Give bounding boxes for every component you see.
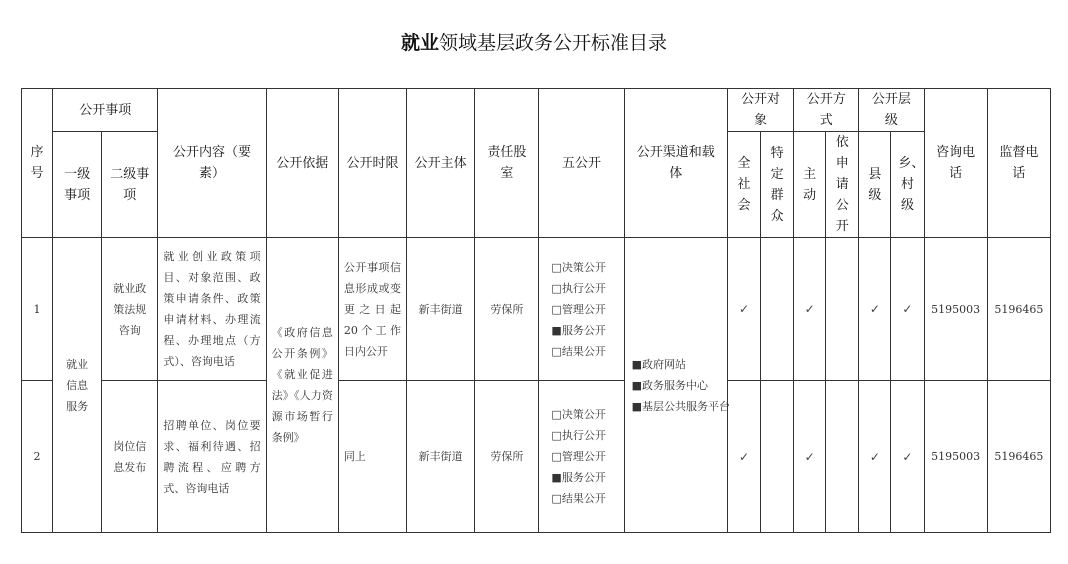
cell-time: 同上	[338, 381, 406, 533]
header-object-specific: 特定群众	[761, 132, 794, 238]
check-level-town: ✓	[891, 381, 924, 533]
cell-level2: 就业政策法规咨询	[102, 238, 158, 381]
header-dept: 责任股室	[475, 89, 539, 238]
header-subject: 公开主体	[407, 89, 475, 238]
header-content: 公开内容（要素）	[158, 89, 266, 238]
cell-consult: 5195003	[924, 238, 987, 381]
five-item: □执行公开	[551, 429, 606, 442]
catalog-table	[21, 88, 1051, 533]
header-level: 公开层级	[859, 89, 924, 132]
header-seq: 序号	[22, 89, 53, 238]
cell-seq: 1	[22, 238, 53, 381]
check-level-county: ✓	[859, 381, 891, 533]
cell-time: 公开事项信息形成或变更之日起20个工作日内公开	[338, 238, 406, 381]
five-item: □管理公开	[551, 450, 606, 463]
title-bold-part: 就业	[400, 32, 439, 54]
check-method-active: ✓	[794, 381, 826, 533]
header-level-town: 乡、村级	[891, 132, 924, 238]
header-level-county: 县级	[859, 132, 891, 238]
cell-seq: 2	[22, 381, 53, 533]
channel-item: ■基层公共服务平台	[631, 399, 731, 413]
five-item: □决策公开	[551, 260, 606, 274]
check-level-town: ✓	[891, 238, 924, 381]
check-object-all: ✓	[727, 238, 760, 381]
page-title	[0, 28, 1068, 55]
header-basis: 公开依据	[266, 89, 338, 238]
table-row	[22, 238, 1051, 381]
check-object-all: ✓	[727, 381, 760, 533]
header-consult: 咨询电话	[924, 89, 987, 238]
five-item: □结果公开	[551, 344, 606, 358]
cell-supervise: 5196465	[987, 381, 1050, 533]
table-row	[22, 381, 1051, 533]
header-time: 公开时限	[338, 89, 406, 238]
cell-level1: 就业信息服务	[53, 238, 102, 533]
check-object-specific	[761, 238, 794, 381]
header-method: 公开方式	[794, 89, 859, 132]
five-item: ■服务公开	[551, 471, 606, 484]
cell-content: 就业创业政策项目、对象范围、政策申请条件、政策申请材料、办理流程、办理地点（方式）、咨询电话	[158, 238, 266, 381]
cell-supervise: 5196465	[987, 238, 1050, 381]
cell-five	[539, 238, 624, 381]
channel-item: ■政务服务中心	[631, 378, 709, 392]
five-item: □执行公开	[551, 281, 606, 295]
header-channel: 公开渠道和载体	[624, 89, 727, 238]
five-item: □决策公开	[551, 408, 606, 421]
cell-channel	[624, 238, 731, 533]
cell-consult: 5195003	[924, 381, 987, 533]
cell-dept: 劳保所	[475, 238, 539, 381]
channel-item: ■政府网站	[631, 357, 687, 371]
header-supervise: 监督电话	[987, 89, 1050, 238]
cell-level2: 岗位信息发布	[102, 381, 158, 533]
five-item: □结果公开	[551, 492, 606, 505]
header-object-all: 全社会	[727, 132, 760, 238]
five-item: □管理公开	[551, 302, 606, 316]
check-method-active: ✓	[794, 238, 826, 381]
header-method-active: 主动	[794, 132, 826, 238]
check-method-apply	[826, 238, 859, 381]
cell-five	[539, 381, 624, 533]
cell-subject: 新丰街道	[407, 238, 475, 381]
header-level2: 二级事项	[102, 132, 158, 238]
cell-subject: 新丰街道	[407, 381, 475, 533]
check-method-apply	[826, 381, 859, 533]
cell-dept: 劳保所	[475, 381, 539, 533]
header-items: 公开事项	[53, 89, 158, 132]
title-rest-part: 领域基层政务公开标准目录	[439, 32, 668, 54]
header-object: 公开对象	[727, 89, 793, 132]
cell-content: 招聘单位、岗位要求、福利待遇、招聘流程、应聘方式、咨询电话	[158, 381, 266, 533]
header-method-apply: 依申请公开	[826, 132, 859, 238]
cell-basis: 《政府信息公开条例》《就业促进法》《人力资源市场暂行条例》	[266, 238, 338, 533]
check-level-county: ✓	[859, 238, 891, 381]
five-item: ■服务公开	[551, 323, 606, 337]
check-object-specific	[761, 381, 794, 533]
header-five: 五公开	[539, 89, 624, 238]
header-level1: 一级事项	[53, 132, 102, 238]
